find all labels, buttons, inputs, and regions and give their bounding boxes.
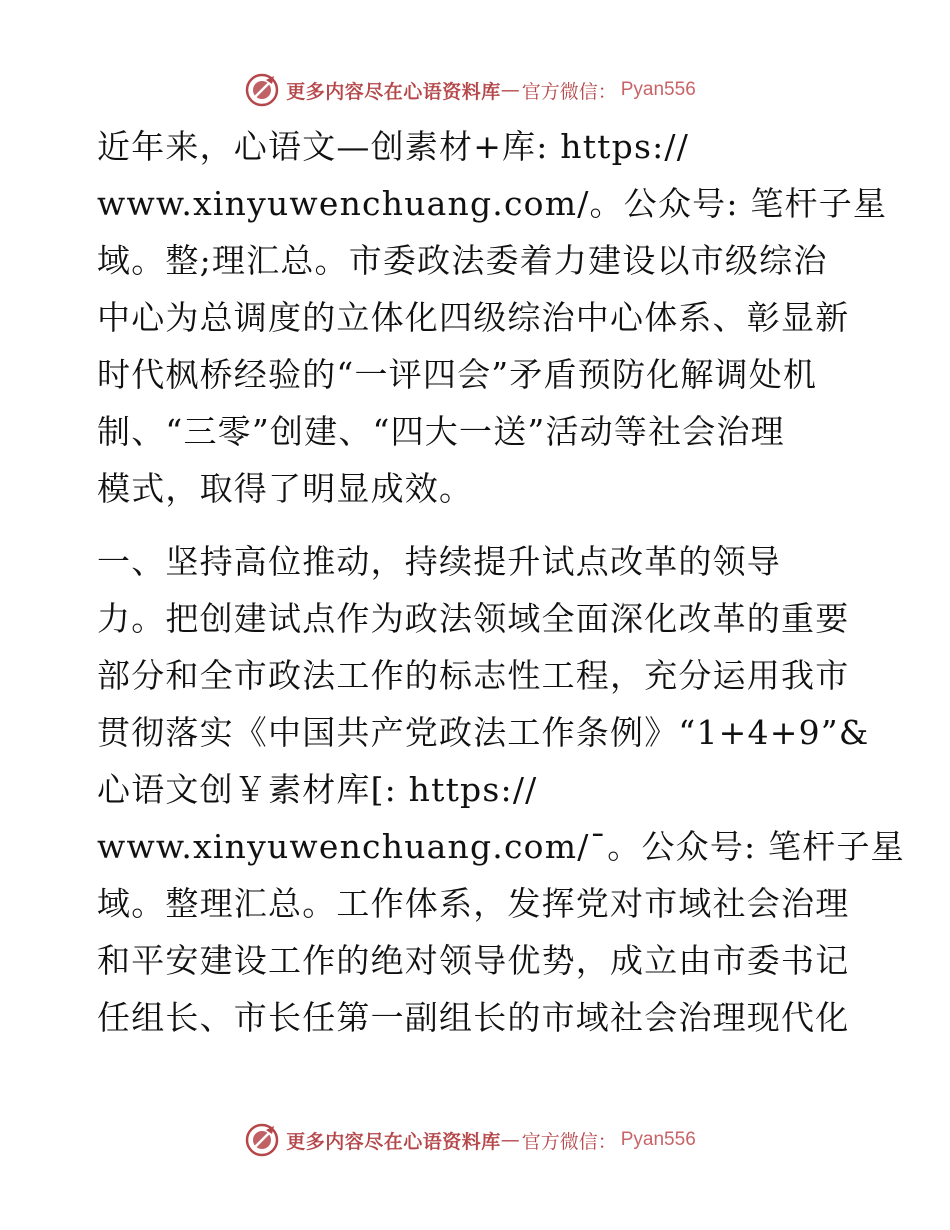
- banner-wechat-label: 官方微信：: [521, 80, 617, 103]
- text-line: 和平安建设工作的绝对领导优势，成立由市委书记: [97, 941, 850, 980]
- paragraph-2: [97, 533, 905, 1046]
- banner-slogan: 更多内容尽在心语资料库: [286, 80, 501, 103]
- banner-wechat-id: Pyan556: [620, 1129, 696, 1150]
- banner-wechat-label: 官方微信：: [521, 1130, 617, 1153]
- footer-banner: [0, 1120, 950, 1160]
- text-line: 域。整理汇总。工作体系，发挥党对市域社会治理: [97, 884, 850, 923]
- banner-dash: —: [500, 1129, 520, 1151]
- text-line: 近年来，心语文—创素材+库: https://: [97, 127, 690, 166]
- text-line: 部分和全市政法工作的标志性工程，充分运用我市: [97, 656, 850, 695]
- text-line: 域。整;理汇总。市委政法委着力建设以市级综治: [97, 241, 828, 280]
- text-line: www.xinyuwenchuang.com/。公众号: 笔杆子星: [97, 184, 888, 223]
- text-line: 中心为总调度的立体化四级综治中心体系、彰显新: [97, 298, 850, 337]
- text-line: 任组长、市长任第一副组长的市域社会治理现代化: [97, 998, 850, 1037]
- text-line: 制、“三零”创建、“四大一送”活动等社会治理: [97, 412, 785, 451]
- paragraph-gap: [97, 517, 857, 533]
- text-line: 贯彻落实《中国共产党政法工作条例》“1+4+9”&: [97, 713, 870, 752]
- header-banner: [0, 70, 950, 110]
- text-line: 时代枫桥经验的“一评四会”矛盾预防化解调处机: [97, 355, 818, 394]
- brand-logo-icon: [244, 1122, 280, 1158]
- banner-dash: —: [500, 79, 520, 101]
- brand-logo-icon: [244, 72, 280, 108]
- text-line: 一、坚持高位推动，持续提升试点改革的领导: [97, 542, 781, 581]
- text-line: 力。把创建试点作为政法领域全面深化改革的重要: [97, 599, 850, 638]
- banner-slogan: 更多内容尽在心语资料库: [286, 1130, 501, 1153]
- banner-wechat-id: Pyan556: [620, 79, 696, 100]
- document-body: [97, 118, 905, 1046]
- text-line: www.xinyuwenchuang.com/¯。公众号: 笔杆子星: [97, 827, 905, 866]
- text-line: 模式，取得了明显成效。: [97, 469, 474, 508]
- text-line: 心语文创￥素材库[: https://: [97, 770, 538, 809]
- paragraph-1: [97, 118, 888, 517]
